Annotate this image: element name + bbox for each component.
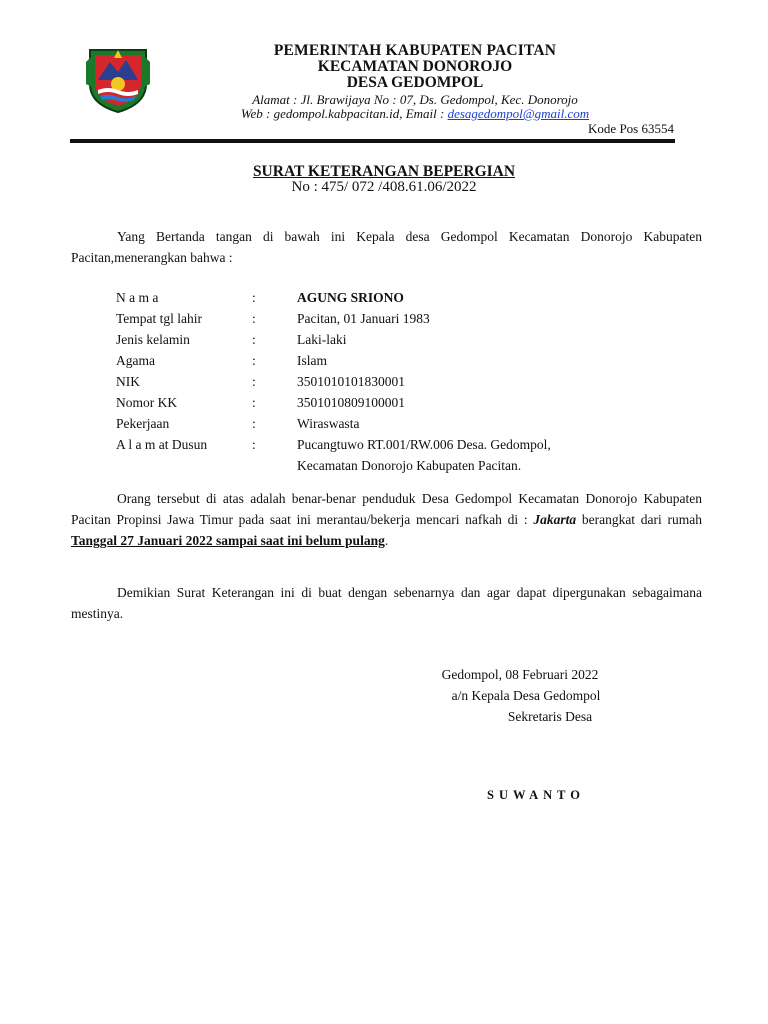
field-colon: : (252, 416, 256, 431)
header-village: DESA GEDOMPOL (346, 74, 484, 91)
header-government: PEMERINTAH KABUPATEN PACITAN (273, 42, 557, 59)
intro-text: Yang Bertanda tangan di bawah ini Kepala desa Gedompol Kecamatan Donorojo Kabupaten Pacitan,menerangkan bahwa : (71, 229, 702, 265)
field-value: 3501010101830001 (297, 374, 405, 389)
field-value: Islam (297, 353, 327, 368)
field-value: Pucangtuwo RT.001/RW.006 Desa. Gedompol, (297, 437, 551, 452)
field-label: Jenis kelamin (116, 332, 190, 347)
signatory-name: SUWANTO (487, 788, 585, 802)
intro-paragraph (71, 226, 702, 268)
field-value-continued: Kecamatan Donorojo Kabupaten Pacitan. (297, 458, 522, 473)
field-label: NIK (116, 374, 140, 389)
statement-text-3: . (384, 533, 389, 548)
field-colon: : (252, 395, 256, 410)
header-district: KECAMATAN DONOROJO (317, 58, 513, 75)
field-value: Laki-laki (297, 332, 347, 347)
field-value: Wiraswasta (297, 416, 360, 431)
field-label: A l a m at Dusun (116, 437, 208, 452)
header-address: Alamat : Jl. Brawijaya No : 07, Ds. Gedompol, Kec. Donorojo (252, 92, 578, 107)
closing-text: Demikian Surat Keterangan ini di buat dengan sebenarnya dan agar dapat dipergunakan sebagaimana mestinya. (71, 585, 702, 621)
field-value: 3501010809100001 (297, 395, 405, 410)
field-label: N a m a (116, 290, 159, 305)
field-label: Pekerjaan (116, 416, 170, 431)
field-colon: : (252, 437, 256, 452)
field-value: Pacitan, 01 Januari 1983 (297, 311, 430, 326)
field-label: Nomor KK (116, 395, 178, 410)
field-value: AGUNG SRIONO (297, 290, 404, 305)
signature-place-date: Gedompol, 08 Februari 2022 (441, 667, 599, 682)
field-colon: : (252, 332, 256, 347)
header-web (150, 106, 680, 122)
field-colon: : (252, 311, 256, 326)
signature-on-behalf: a/n Kepala Desa Gedompol (451, 688, 601, 703)
letter-title-text: SURAT KETERANGAN BEPERGIAN (252, 163, 516, 180)
field-label: Agama (116, 353, 155, 368)
header-postcode: Kode Pos 63554 (588, 121, 674, 136)
statement-text-2: berangkat dari rumah (576, 512, 702, 527)
field-colon: : (252, 353, 256, 368)
statement-text-1: Orang tersebut di atas adalah benar-benar penduduk Desa Gedompol Kecamatan Donorojo Kabupaten Pacitan Propinsi Jawa Timur pada saat ini merantau/bekerja mencari nafkah di : (71, 491, 702, 527)
statement-period: Tanggal 27 Januari 2022 sampai saat ini belum pulang (71, 533, 385, 548)
field-label: Tempat tgl lahir (116, 311, 203, 326)
header-divider (70, 139, 675, 143)
signature-position: Sekretaris Desa (507, 709, 593, 724)
field-colon: : (252, 290, 256, 305)
header-email-link[interactable]: desagedompol@gmail.com (447, 106, 590, 121)
letter-number: No : 475/ 072 /408.61.06/2022 (291, 179, 477, 195)
field-colon: : (252, 374, 256, 389)
regency-coat-of-arms-icon (84, 44, 152, 114)
closing-paragraph (71, 582, 702, 624)
statement-paragraph (71, 488, 702, 551)
header-web-prefix: Web : gedompol.kabpacitan.id, Email : (240, 106, 448, 121)
statement-destination: Jakarta (533, 512, 577, 527)
